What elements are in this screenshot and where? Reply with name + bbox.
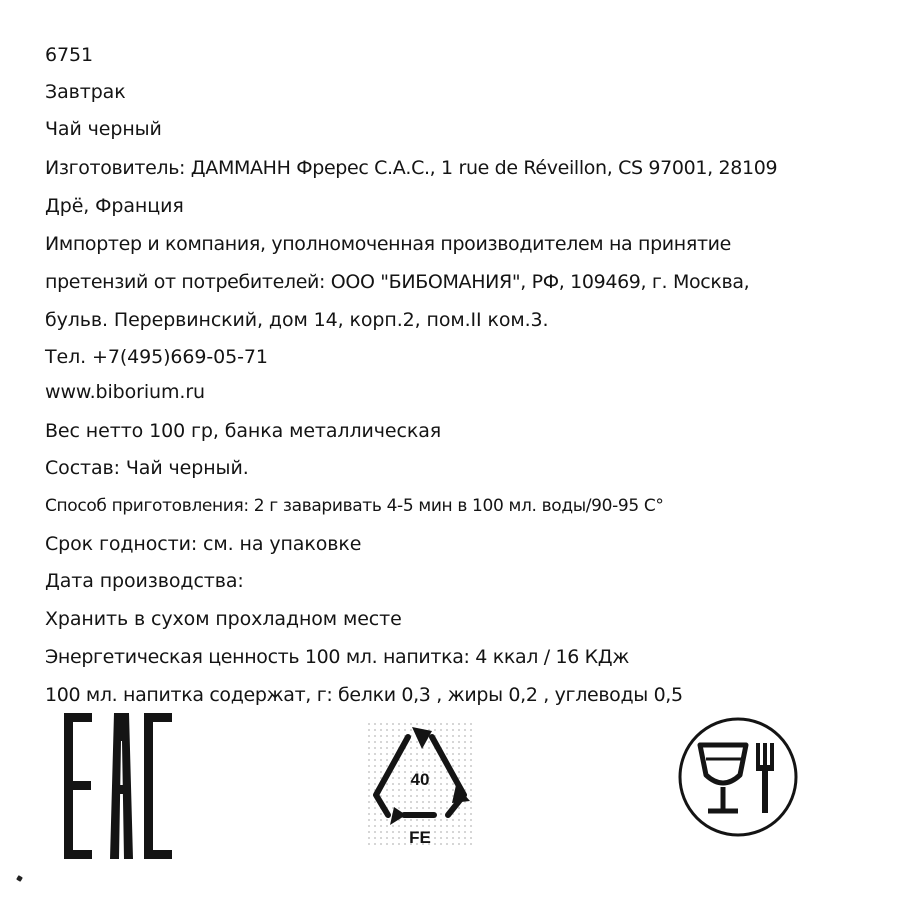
importer-line-3: бульв. Перервинский, дом 14, корп.2, пом.II ком.3.	[45, 309, 549, 331]
recycle-material: FE	[409, 828, 431, 847]
glass-fork-icon	[676, 715, 800, 839]
recycle-icon	[360, 715, 480, 853]
nutrition: 100 мл. напитка содержат, г: белки 0,3 , жиры 0,2 , углеводы 0,5	[45, 684, 683, 706]
product-code: 6751	[45, 44, 93, 66]
print-speck	[16, 875, 23, 882]
tea-type: Чай черный	[45, 118, 162, 140]
recycle-number: 40	[410, 770, 430, 789]
preparation: Способ приготовления: 2 г заваривать 4-5 мин в 100 мл. воды/90-95 С°	[45, 496, 664, 516]
importer-line-1: Импортер и компания, уполномоченная производителем на принятие	[45, 233, 732, 255]
manufacturer-line-2: Дрё, Франция	[45, 195, 184, 217]
net-weight: Вес нетто 100 гр, банка металлическая	[45, 420, 442, 442]
phone: Тел. +7(495)669-05-71	[45, 346, 268, 368]
ingredients: Состав: Чай черный.	[45, 457, 249, 479]
importer-line-2: претензий от потребителей: ООО "БИБОМАНИЯ", РФ, 109469, г. Москва,	[45, 271, 750, 293]
eac-mark-icon	[62, 713, 174, 859]
manufacturer-line-1: Изготовитель: ДАММАНН Фререс С.А.С., 1 rue de Réveillon, CS 97001, 28109	[45, 157, 778, 179]
shelf-life: Срок годности: см. на упаковке	[45, 533, 362, 555]
storage: Хранить в сухом прохладном месте	[45, 608, 402, 630]
product-name: Завтрак	[45, 81, 126, 103]
website: www.biborium.ru	[45, 381, 205, 403]
energy-value: Энергетическая ценность 100 мл. напитка: 4 ккал / 16 КДж	[45, 646, 630, 668]
production-date: Дата производства:	[45, 570, 244, 592]
